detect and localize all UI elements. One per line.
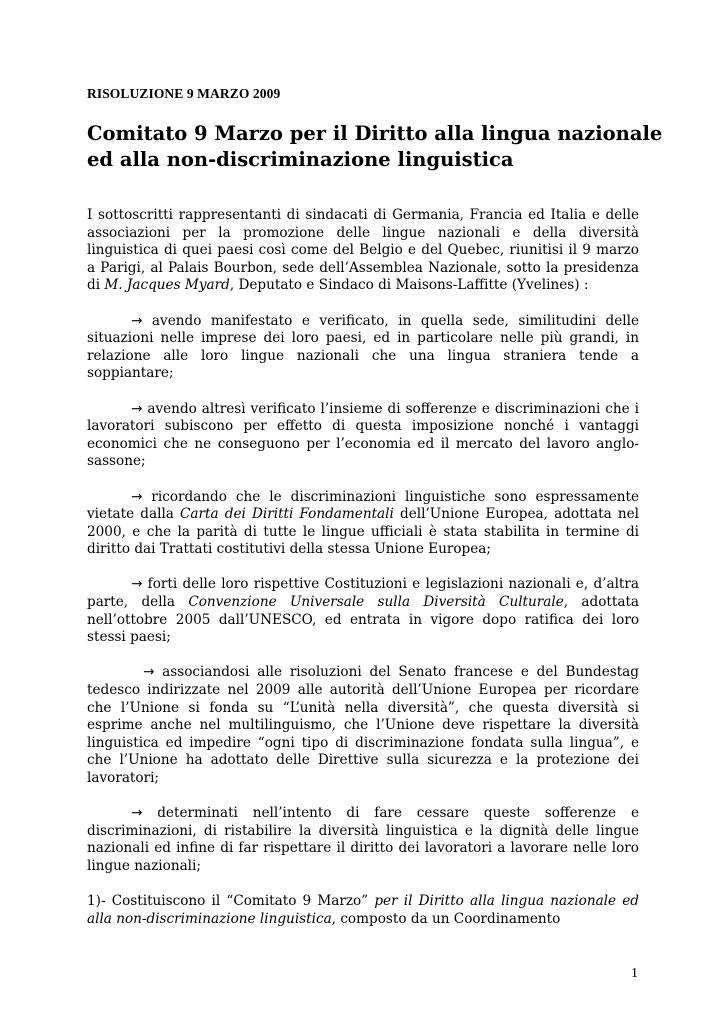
document-title xyxy=(87,121,707,173)
point-1-committee-name: per il Diritto alla lingua nazionale ed alla non-discriminazione linguistica xyxy=(87,893,639,927)
paragraph-1 xyxy=(87,313,639,383)
arrow-icon: → xyxy=(131,488,143,505)
arrow-icon: → xyxy=(131,312,143,329)
paragraph-4 xyxy=(87,576,639,646)
arrow-icon: → xyxy=(131,400,143,417)
title-line-2: ed alla non-discriminazione linguistica xyxy=(87,148,514,171)
paragraph-4-text-b: , adottata nell’ottobre 2005 dall’UNESCO, ed entrata in vigore dopo ratifica dei loro stessi paesi; xyxy=(87,594,640,646)
paragraph-3-charter: Carta dei Diritti Fondamentali xyxy=(180,506,394,523)
paragraph-2 xyxy=(87,401,639,471)
paragraph-6 xyxy=(87,805,639,875)
intro-paragraph xyxy=(87,207,639,295)
intro-text-a: I sottoscritti rappresentanti di sindacati di Germania, Francia ed Italia e delle associazioni per la promozione delle lingue nazionali e della diversità linguistica di quei paesi così come del Belgio e del Quebec, riunitisi il 9 marzo a Parigi, al Palais Bourbon, sede dell’Assemblea Nazionale, sotto la presidenza di xyxy=(87,207,639,294)
intro-text-b: , Deputato e Sindaco di Maisons-Laffitte (Yvelines) : xyxy=(229,277,589,294)
document-body xyxy=(87,207,639,946)
page-number: 1 xyxy=(631,966,638,981)
paragraph-1-text: avendo manifestato e verificato, in quella sede, similitudini delle situazioni nelle imprese dei loro paesi, ed in particolare nelle più grandi, in relazione alle loro lingue nazionali che una lingua straniera tende a soppiantare; xyxy=(87,312,639,382)
arrow-icon: → xyxy=(131,576,143,593)
title-line-1: Comitato 9 Marzo per il Diritto alla lingua nazionale xyxy=(87,122,663,145)
arrow-icon: → xyxy=(143,664,155,681)
paragraph-3 xyxy=(87,489,639,559)
resolution-date-heading: RISOLUZIONE 9 MARZO 2009 xyxy=(87,86,281,101)
paragraph-5-text: associandosi alle risoluzioni del Senato francese e del Bundestag tedesco indirizzate nel 2009 alle autorità dell’Unione Europea per ricordare che l’Unione si fonda su “L’unità nella diversità”, che questa diversità si esprime anche nel multilinguismo, che l’Unione deve rispettare la diversità linguistica ed impedire “ogni tipo di discriminazione fondata sulla lingua”, e che l’Unione ha adottato delle Direttive sulla sicurezza e la protezione dei lavoratori; xyxy=(87,664,639,786)
arrow-icon: → xyxy=(131,805,143,822)
paragraph-4-convention: Convenzione Universale sulla Diversità Culturale xyxy=(188,594,564,611)
paragraph-5 xyxy=(87,664,639,787)
paragraph-2-text: avendo altresì verificato l’insieme di sofferenze e discriminazioni che i lavoratori subiscono per effetto di questa imposizione nonché i vantaggi economici che ne conseguono per l’economia ed il mercato del lavoro anglo-sassone; xyxy=(87,400,639,470)
point-1 xyxy=(87,893,639,928)
paragraph-3-text-a: ricordando che le discriminazioni linguistiche sono espressamente vietate dalla xyxy=(87,488,639,523)
paragraph-4-text-a: forti delle loro rispettive Costituzioni e legislazioni nazionali e, d’altra parte, della xyxy=(87,576,639,611)
intro-president-name: M. Jacques Myard xyxy=(104,277,230,294)
point-1-text-a: 1)- Costituiscono il “Comitato 9 Marzo” xyxy=(87,893,375,910)
paragraph-3-text-b: dell’Unione Europea, adottata nel 2000, e che la parità di tutte le lingue ufficiali è stata stabilita in termine di diritto dai Trattati costitutivi della stessa Unione Europea; xyxy=(87,506,639,558)
point-1-text-b: , composto da un Coordinamento xyxy=(331,910,561,927)
paragraph-6-text: determinati nell’intento di fare cessare queste sofferenze e discriminazioni, di ristabilire la diversità linguistica e la dignità delle lingue nazionali ed infine di far rispettare il diritto dei lavoratori a lavorare nelle loro lingue nazionali; xyxy=(87,805,639,874)
